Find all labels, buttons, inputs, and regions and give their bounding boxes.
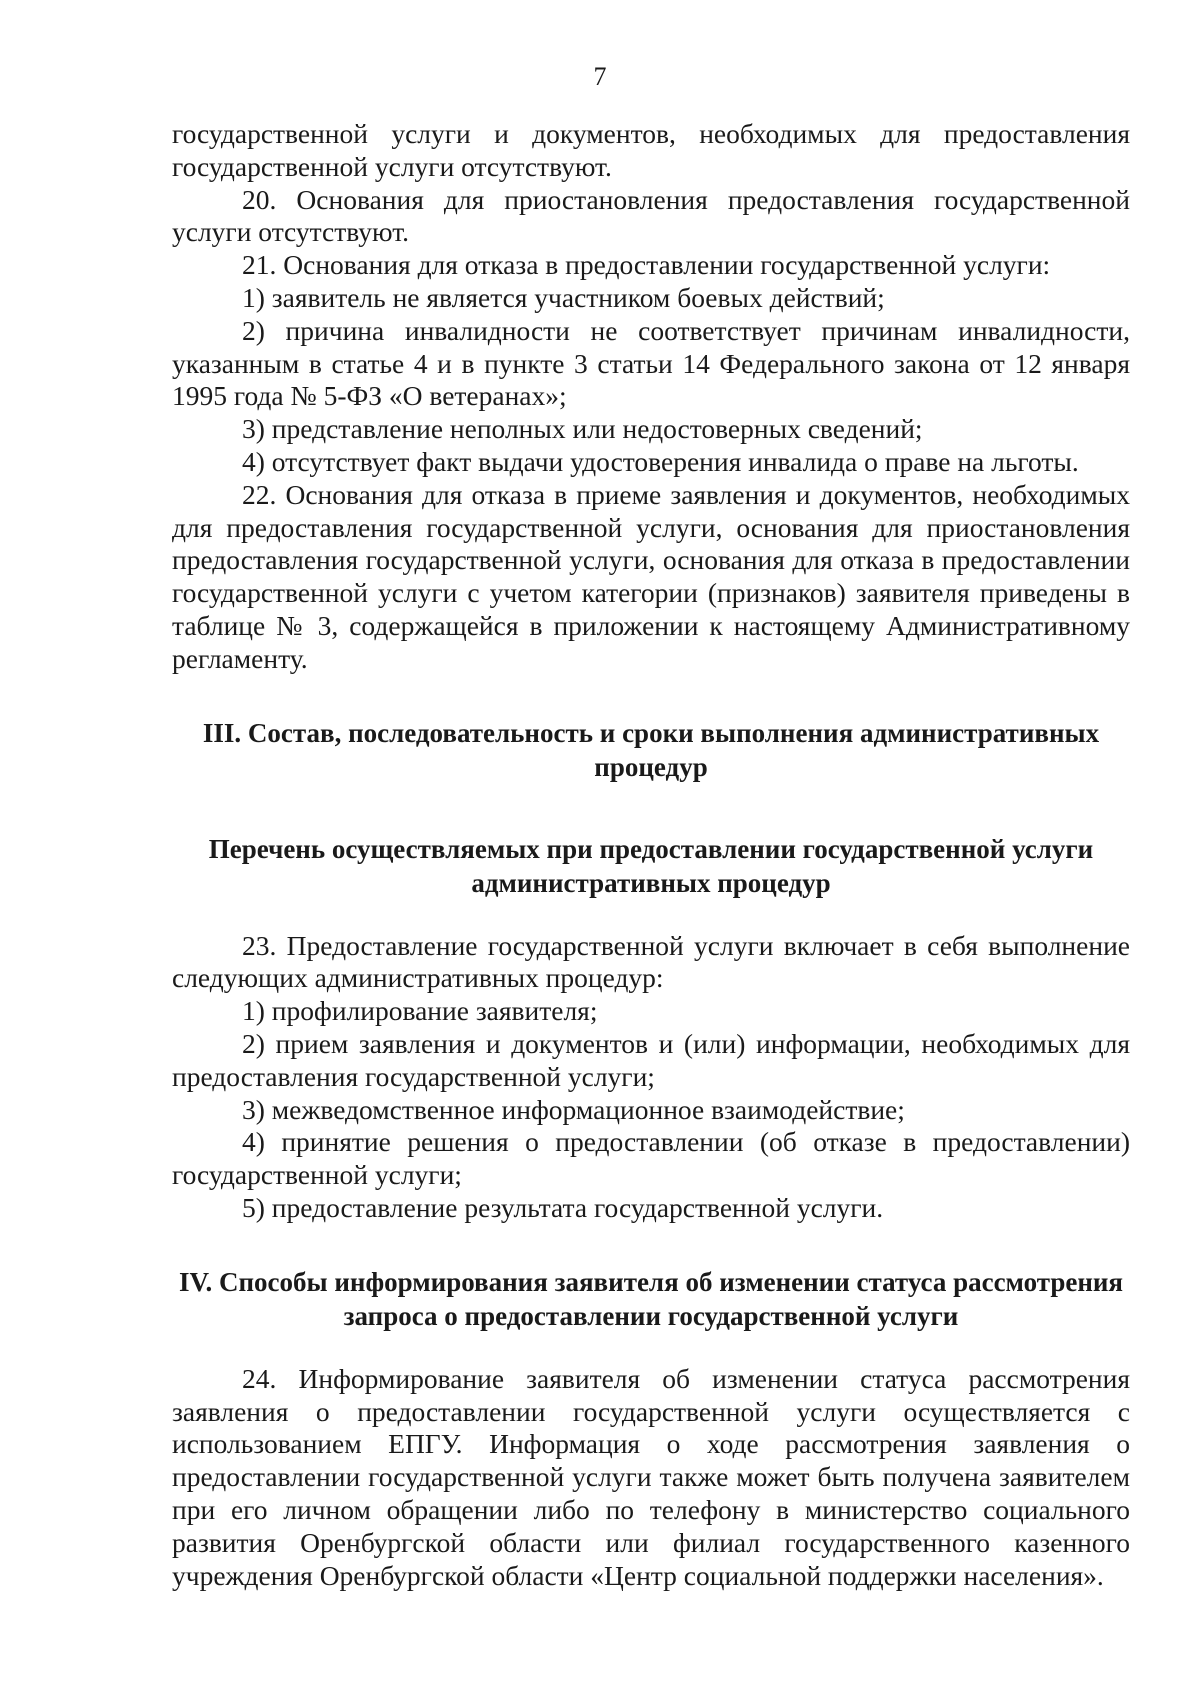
spacer — [172, 1333, 1130, 1363]
paragraph-continuation: государственной услуги и документов, необходимых для предоставления государственной услуги отсутствуют. — [172, 118, 1130, 182]
section-4-heading: IV. Способы информирования заявителя об изменении статуса рассмотрения запроса о предоставлении государственной услуги — [178, 1266, 1124, 1331]
subsection-heading: Перечень осуществляемых при предоставлении государственной услуги административных процедур — [208, 833, 1094, 898]
paragraph-20: 20. Основания для приостановления предоставления государственной услуги отсутствуют. — [172, 183, 1130, 248]
spacer — [172, 676, 1130, 716]
page-number: 7 — [593, 62, 607, 91]
list-item-21-3: 3) представление неполных или недостоверных сведений; — [242, 413, 923, 445]
list-item-23-1: 1) профилирование заявителя; — [242, 995, 598, 1027]
list-item-21-4: 4) отсутствует факт выдачи удостоверения инвалида о праве на льготы. — [242, 445, 1079, 477]
spacer — [172, 784, 1130, 832]
paragraph-23: 23. Предоставление государственной услуги включает в себя выполнение следующих административных процедур: — [172, 929, 1130, 994]
spacer — [172, 900, 1130, 930]
paragraph-22: 22. Основания для отказа в приеме заявления и документов, необходимых для предоставления государственной услуги, основания для приостановления предоставления государственной услуги, основания для отказа в предоставлении государственной услуги с учетом категории (признаков) заявителя приведены в таблице № 3, содержащейся в приложении к настоящему Административному регламенту. — [172, 478, 1130, 674]
list-item-23-4: 4) принятие решения о предоставлении (об отказе в предоставлении) государственной услуги; — [172, 1126, 1130, 1191]
spacer — [172, 1225, 1130, 1265]
document-body — [172, 118, 1130, 1592]
list-item-23-2: 2) прием заявления и документов и (или) информации, необходимых для предоставления государственной услуги; — [172, 1027, 1130, 1092]
list-item-23-5: 5) предоставление результата государственной услуги. — [242, 1191, 884, 1223]
paragraph-24: 24. Информирование заявителя об изменении статуса рассмотрения заявления о предоставлении государственной услуги осуществляется с использованием ЕПГУ. Информация о ходе рассмотрения заявления о предоставлении государственной услуги также может быть получена заявителем при его личном обращении либо по телефону в министерство социального развития Оренбургской области или филиал государственного казенного учреждения Оренбургской области «Центр социальной поддержки населения». — [172, 1362, 1130, 1591]
paragraph-21: 21. Основания для отказа в предоставлении государственной услуги: — [242, 249, 1051, 281]
list-item-21-2: 2) причина инвалидности не соответствует причинам инвалидности, указанным в статье 4 и в пункте 3 статьи 14 Федерального закона от 12 января 1995 года № 5-ФЗ «О ветеранах»; — [172, 314, 1130, 412]
list-item-23-3: 3) межведомственное информационное взаимодействие; — [242, 1093, 905, 1125]
list-item-21-1: 1) заявитель не является участником боевых действий; — [242, 281, 885, 313]
section-3-heading: III. Состав, последовательность и сроки выполнения административных процедур — [202, 717, 1100, 782]
